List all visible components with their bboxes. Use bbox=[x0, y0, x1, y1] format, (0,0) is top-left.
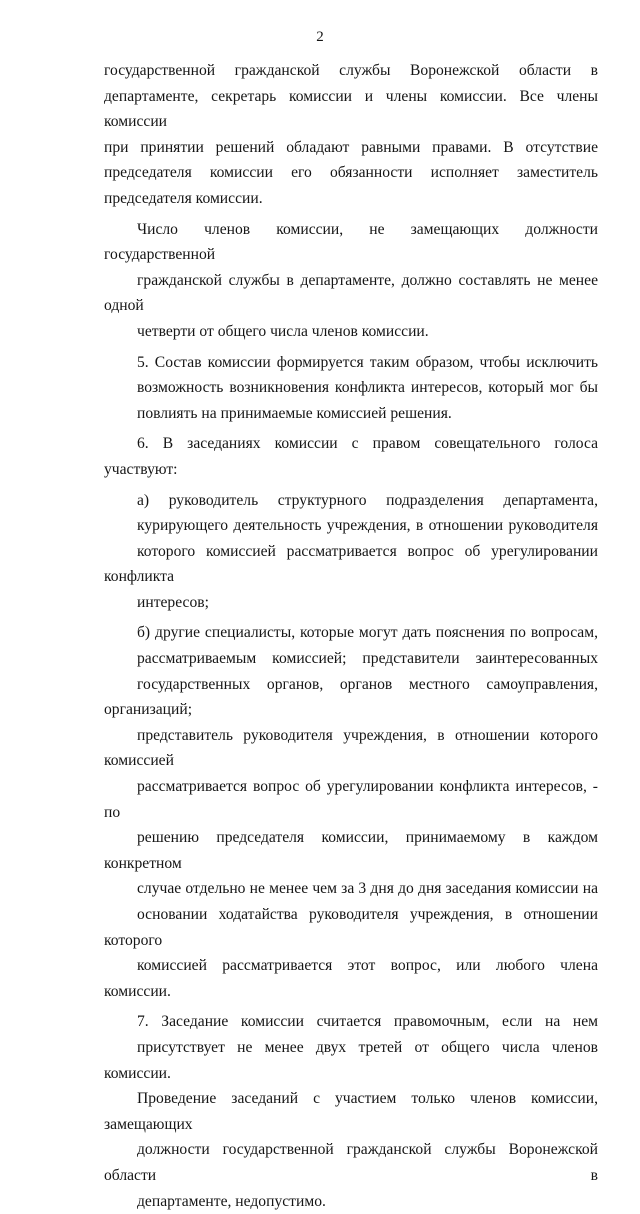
text-line: рассматривается вопрос об урегулировании конфликта интересов, - по bbox=[104, 778, 598, 821]
text-line: государственной гражданской службы Воронежской области в bbox=[104, 62, 598, 79]
text-line: Проведение заседаний с участием только членов комиссии, замещающих bbox=[104, 1090, 598, 1133]
text-line: при принятии решений обладают равными правами. В отсутствие bbox=[104, 138, 598, 156]
text-line: возможность возникновения конфликта интересов, который мог бы bbox=[137, 379, 598, 397]
text-line: случае отдельно не менее чем за 3 дня до дня заседания комиссии на bbox=[137, 880, 598, 898]
paragraph bbox=[104, 620, 598, 1004]
text-line: гражданской службы в департаменте, должно составлять не менее одной bbox=[104, 271, 598, 315]
document-body bbox=[104, 58, 598, 1214]
text-line: департаменте, недопустимо. bbox=[137, 1192, 326, 1210]
paragraph bbox=[104, 350, 598, 427]
text-line: должности государственной гражданской службы Воронежской области в bbox=[104, 1141, 598, 1184]
text-line: четверти от общего числа членов комиссии. bbox=[137, 322, 429, 340]
paragraph bbox=[104, 431, 598, 482]
text-line: председателя комиссии. bbox=[104, 189, 263, 207]
text-line: повлиять на принимаемые комиссией решения. bbox=[137, 404, 452, 422]
text-line: присутствует не менее двух третей от общего числа членов комиссии. bbox=[104, 1038, 598, 1082]
text-line: председателя комиссии его обязанности исполняет заместитель bbox=[104, 164, 598, 182]
text-line: а) руководитель структурного подразделения департамента, bbox=[137, 491, 598, 509]
text-line: 6. В заседаниях комиссии с правом совещательного голоса участвуют: bbox=[104, 435, 598, 478]
text-line: 5. Состав комиссии формируется таким образом, чтобы исключить bbox=[137, 353, 598, 371]
page-number: 2 bbox=[316, 29, 324, 45]
text-line: государственных органов, органов местного самоуправления, организаций; bbox=[104, 675, 598, 719]
text-line: интересов; bbox=[137, 593, 209, 611]
paragraph bbox=[104, 217, 598, 345]
text-line: департаменте, секретарь комиссии и члены комиссии. Все члены комиссии bbox=[104, 87, 598, 131]
text-line: рассматриваемым комиссией; представители заинтересованных bbox=[137, 650, 598, 668]
paragraph bbox=[104, 1009, 598, 1214]
text-line: 7. Заседание комиссии считается правомочным, если на нем bbox=[137, 1013, 598, 1031]
text-line: основании ходатайства руководителя учреждения, в отношении которого bbox=[104, 906, 598, 949]
paragraph bbox=[104, 488, 598, 616]
text-line: представитель руководителя учреждения, в отношении которого комиссией bbox=[104, 726, 598, 770]
text-line: которого комиссией рассматривается вопрос об урегулировании конфликта bbox=[104, 542, 598, 586]
text-line: решению председателя комиссии, принимаемому в каждом конкретном bbox=[104, 829, 598, 872]
text-line: курирующего деятельность учреждения, в отношении руководителя bbox=[137, 517, 598, 535]
paragraph bbox=[104, 58, 598, 212]
text-line: Число членов комиссии, не замещающих должности государственной bbox=[104, 220, 598, 264]
text-line: комиссией рассматривается этот вопрос, или любого члена комиссии. bbox=[104, 957, 598, 1000]
text-line: б) другие специалисты, которые могут дать пояснения по вопросам, bbox=[137, 624, 598, 642]
